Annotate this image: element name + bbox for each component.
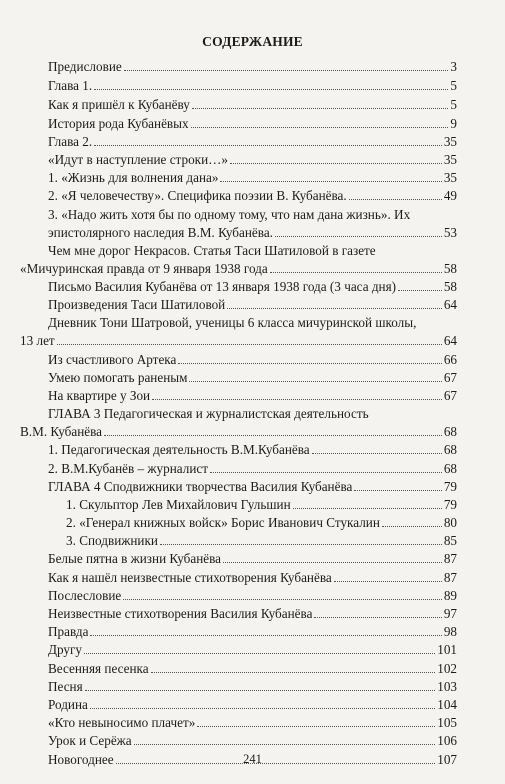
dot-leader <box>334 581 442 582</box>
dot-leader <box>57 344 442 345</box>
toc-entry <box>48 441 457 459</box>
toc-entry <box>48 133 457 151</box>
dot-leader <box>223 562 442 563</box>
toc-entry-first-line: ГЛАВА 3 Педагогическая и журналистская деятельность <box>48 406 369 421</box>
dot-leader <box>354 490 441 491</box>
dot-leader <box>314 617 441 618</box>
toc-entry-page: 5 <box>450 78 457 93</box>
toc-entry <box>48 187 457 205</box>
dot-leader <box>349 199 442 200</box>
toc-entry <box>48 714 457 732</box>
toc-entry-page: 67 <box>443 388 457 403</box>
toc-entry-title: Правда <box>48 624 89 639</box>
toc-entry <box>48 115 457 133</box>
dot-leader <box>189 381 441 382</box>
toc-entry-title: Новогоднее <box>48 752 114 767</box>
dot-leader <box>90 708 435 709</box>
toc-entry <box>48 387 457 405</box>
dot-leader <box>123 599 442 600</box>
toc-entry-page: 89 <box>443 588 457 603</box>
toc-entry-title: 1. Скульптор Лев Михайлович Гульшин <box>66 497 291 512</box>
dot-leader <box>94 89 448 90</box>
toc-entry-page: 107 <box>437 752 457 767</box>
toc-entry <box>20 405 457 441</box>
toc-entry <box>48 569 457 587</box>
toc-entry-title: Из счастливого Артека <box>48 352 177 367</box>
toc-entry-page: 68 <box>443 442 457 457</box>
toc-entry-page: 67 <box>443 370 457 385</box>
dot-leader <box>134 744 436 745</box>
toc-entry-title: Родина <box>48 697 88 712</box>
dot-leader <box>230 163 442 164</box>
dot-leader <box>270 272 442 273</box>
toc-entry-title: В.М. Кубанёва <box>20 424 103 439</box>
toc-entry-title: Урок и Серёжа <box>48 733 132 748</box>
dot-leader <box>227 308 442 309</box>
toc-entry-page: 64 <box>443 297 457 312</box>
toc-entry <box>20 242 457 278</box>
toc-entry-title: Умею помогать раненым <box>48 370 188 385</box>
toc-entry <box>48 696 457 714</box>
toc-entry-page: 80 <box>443 515 457 530</box>
dot-leader <box>90 635 441 636</box>
toc-entry <box>48 96 457 114</box>
toc-entry-title: 3. Сподвижники <box>66 533 158 548</box>
toc-entry-title: «Мичуринская правда от 9 января 1938 года <box>20 261 268 276</box>
toc-entry-page: 101 <box>437 642 457 657</box>
toc-entry-page: 58 <box>443 279 457 294</box>
dot-leader <box>151 672 436 673</box>
toc-entry-title: Глава 1. <box>48 78 93 93</box>
toc-entry-first-line: Чем мне дорог Некрасов. Статья Таси Шатиловой в газете <box>48 243 376 258</box>
toc-entry-title: 2. В.М.Кубанёв – журналист <box>48 461 208 476</box>
toc-entry-page: 105 <box>437 715 457 730</box>
dot-leader <box>94 145 442 146</box>
dot-leader <box>382 526 442 527</box>
toc-entry-title: 1. «Жизнь для волнения дана» <box>48 170 219 185</box>
toc-entry <box>48 732 457 750</box>
toc-entry <box>66 532 457 550</box>
toc-entry-title: Белые пятна в жизни Кубанёва <box>48 551 222 566</box>
toc-entry-title: Весенняя песенка <box>48 661 149 676</box>
dot-leader <box>85 690 436 691</box>
toc-entry-page: 97 <box>443 606 457 621</box>
toc-entry-first-line: 3. «Надо жить хотя бы по одному тому, что нам дана жизнь». Их <box>48 207 411 222</box>
toc-entry <box>48 77 457 95</box>
toc-entry-page: 66 <box>443 352 457 367</box>
toc-entry-page: 35 <box>443 152 457 167</box>
toc-entry-first-line: Дневник Тони Шатровой, ученицы 6 класса мичуринской школы, <box>48 315 417 330</box>
dot-leader <box>160 544 442 545</box>
dot-leader <box>293 508 442 509</box>
toc-entry-title: Песня <box>48 679 83 694</box>
toc-entry-page: 35 <box>443 134 457 149</box>
toc-entry <box>48 369 457 387</box>
toc-entry-page: 87 <box>443 570 457 585</box>
toc-entry-page: 106 <box>437 733 457 748</box>
toc-entry <box>48 460 457 478</box>
dot-leader <box>178 363 441 364</box>
toc-entry-page: 53 <box>443 225 457 240</box>
toc-entry <box>48 605 457 623</box>
toc-entry-page: 5 <box>450 97 457 112</box>
toc-entry <box>48 58 457 76</box>
dot-leader <box>220 181 441 182</box>
toc-entry-title: эпистолярного наследия В.М. Кубанёва. <box>48 225 273 240</box>
page-title: СОДЕРЖАНИЕ <box>202 34 303 49</box>
toc-entry-title: «Идут в наступление строки…» <box>48 152 228 167</box>
dot-leader <box>84 653 435 654</box>
toc-entry-page: 64 <box>443 333 457 348</box>
toc-entry-title: 2. «Я человечеству». Специфика поэзии В. Кубанёва. <box>48 188 347 203</box>
toc-entry <box>66 514 457 532</box>
toc-entry-page: 103 <box>437 679 457 694</box>
toc-entry <box>20 314 457 350</box>
toc-entry-page: 98 <box>443 624 457 639</box>
toc-entry <box>48 206 457 242</box>
toc-entry-title: ГЛАВА 4 Сподвижники творчества Василия Кубанёва <box>48 479 353 494</box>
dot-leader <box>124 70 449 71</box>
dot-leader <box>152 399 442 400</box>
toc-entry-page: 35 <box>443 170 457 185</box>
toc-entry-title: Как я пришёл к Кубанёву <box>48 97 190 112</box>
toc-entry <box>48 641 457 659</box>
toc-entry-page: 79 <box>443 479 457 494</box>
toc-entry <box>48 296 457 314</box>
toc-entry <box>48 587 457 605</box>
toc-entry-title: Другу <box>48 642 83 657</box>
toc-entry-title: История рода Кубанёвых <box>48 116 189 131</box>
toc-entry-page: 68 <box>443 424 457 439</box>
toc-entry-title: «Кто невыносимо плачет» <box>48 715 196 730</box>
toc-entry <box>48 660 457 678</box>
toc-entry-page: 9 <box>450 116 457 131</box>
dot-leader <box>275 236 442 237</box>
toc-entry <box>48 351 457 369</box>
toc-entry-page: 79 <box>443 497 457 512</box>
toc-entry-title: 13 лет <box>20 333 55 348</box>
toc-entry-title: Как я нашёл неизвестные стихотворения Кубанёва <box>48 570 332 585</box>
toc-entry-title: На квартире у Зои <box>48 388 151 403</box>
toc-entry <box>48 151 457 169</box>
dot-leader <box>312 453 442 454</box>
toc-entry-title: Неизвестные стихотворения Василия Кубанёва <box>48 606 313 621</box>
toc-entry-page: 104 <box>437 697 457 712</box>
toc-entry <box>48 623 457 641</box>
dot-leader <box>210 472 442 473</box>
toc-entry <box>48 550 457 568</box>
toc-entry-title: 1. Педагогическая деятельность В.М.Кубанёва <box>48 442 310 457</box>
toc-entry-title: Послесловие <box>48 588 122 603</box>
dot-leader <box>398 290 442 291</box>
toc-entry-page: 85 <box>443 533 457 548</box>
toc-entry-page: 49 <box>443 188 457 203</box>
toc-entry-page: 87 <box>443 551 457 566</box>
toc-entry-page: 68 <box>443 461 457 476</box>
toc-entry-title: Предисловие <box>48 59 122 74</box>
toc-entry <box>48 478 457 496</box>
dot-leader <box>192 108 449 109</box>
dot-leader <box>197 726 435 727</box>
toc-entry <box>48 169 457 187</box>
toc-entry <box>48 278 457 296</box>
toc-entry-title: Глава 2. <box>48 134 93 149</box>
toc-entry <box>66 496 457 514</box>
toc-entry <box>48 678 457 696</box>
toc-entry-page: 102 <box>437 661 457 676</box>
dot-leader <box>104 435 442 436</box>
toc-entry-page: 3 <box>450 59 457 74</box>
toc-entry-page: 58 <box>443 261 457 276</box>
page-number: 241 <box>243 752 262 766</box>
dot-leader <box>191 127 449 128</box>
toc-entry-title: Письмо Василия Кубанёва от 13 января 1938 года (3 часа дня) <box>48 279 397 294</box>
toc-entry-title: Произведения Таси Шатиловой <box>48 297 226 312</box>
toc-entry-title: 2. «Генерал книжных войск» Борис Иванович Стукалин <box>66 515 380 530</box>
